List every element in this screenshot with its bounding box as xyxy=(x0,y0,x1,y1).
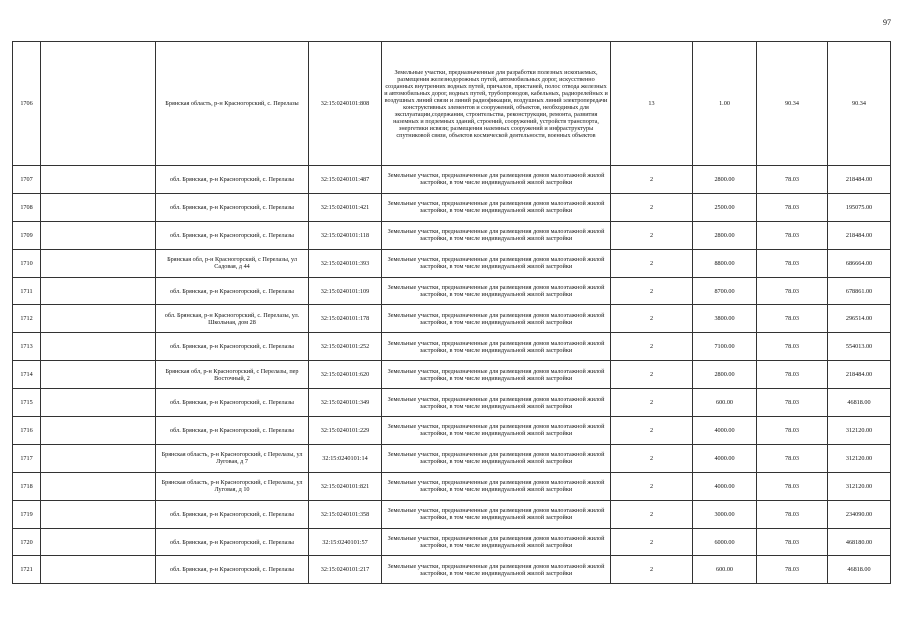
rate-cell: 78.03 xyxy=(757,389,828,417)
table-row xyxy=(13,221,891,249)
address-cell: обл. Брянская, р-н Красногорский, с. Перелазы xyxy=(156,166,309,194)
cadastral-number-cell: 32:15:0240101:358 xyxy=(309,500,382,528)
area-cell: 2800.00 xyxy=(693,361,757,389)
group-number-cell: 13 xyxy=(611,42,693,166)
address-cell: Брянская область, р-н Красногорский, с Перелазы, ул Луговая, д 7 xyxy=(156,444,309,472)
cadastral-number-cell: 32:15:0240101:118 xyxy=(309,221,382,249)
land-use-cell: Земельные участки, предназначенные для размещения домов малоэтажной жилой застройки, в том числе индивидуальной жилой застройки xyxy=(382,305,611,333)
table-row xyxy=(13,444,891,472)
address-cell: обл. Брянская, р-н Красногорский, с. Перелазы, ул. Школьная, дом 28 xyxy=(156,305,309,333)
cadastral-number-cell: 32:15:0240101:487 xyxy=(309,166,382,194)
cadastral-number-cell: 32:15:0240101:821 xyxy=(309,472,382,500)
address-cell: обл. Брянская, р-н Красногорский, с. Перелазы xyxy=(156,277,309,305)
row-number-cell: 1712 xyxy=(13,305,41,333)
area-cell: 3800.00 xyxy=(693,305,757,333)
rate-cell: 78.03 xyxy=(757,556,828,584)
blank-cell xyxy=(41,221,156,249)
cadastral-number-cell: 32:15:0240101:217 xyxy=(309,556,382,584)
row-number-cell: 1715 xyxy=(13,389,41,417)
row-number-cell: 1706 xyxy=(13,42,41,166)
land-registry-table xyxy=(12,41,891,584)
table-row xyxy=(13,333,891,361)
land-use-cell: Земельные участки, предназначенные для размещения домов малоэтажной жилой застройки, в том числе индивидуальной жилой застройки xyxy=(382,193,611,221)
blank-cell xyxy=(41,193,156,221)
address-cell: Брянская обл, р-н Красногорский, с Перелазы, пер Восточный, 2 xyxy=(156,361,309,389)
blank-cell xyxy=(41,472,156,500)
table-row xyxy=(13,500,891,528)
area-cell: 6000.00 xyxy=(693,528,757,556)
table-row xyxy=(13,417,891,445)
table-row xyxy=(13,166,891,194)
cadastral-number-cell: 32:15:0240101:252 xyxy=(309,333,382,361)
area-cell: 7100.00 xyxy=(693,333,757,361)
land-use-cell: Земельные участки, предназначенные для размещения домов малоэтажной жилой застройки, в том числе индивидуальной жилой застройки xyxy=(382,166,611,194)
address-cell: обл. Брянская, р-н Красногорский, с. Перелазы xyxy=(156,556,309,584)
area-cell: 4000.00 xyxy=(693,472,757,500)
cadastral-value-cell: 195075.00 xyxy=(828,193,891,221)
group-number-cell: 2 xyxy=(611,472,693,500)
row-number-cell: 1719 xyxy=(13,500,41,528)
land-use-cell: Земельные участки, предназначенные для размещения домов малоэтажной жилой застройки, в том числе индивидуальной жилой застройки xyxy=(382,472,611,500)
cadastral-number-cell: 32:15:0240101:620 xyxy=(309,361,382,389)
cadastral-value-cell: 554013.00 xyxy=(828,333,891,361)
cadastral-value-cell: 686664.00 xyxy=(828,249,891,277)
rate-cell: 78.03 xyxy=(757,249,828,277)
cadastral-number-cell: 32:15:0240101:393 xyxy=(309,249,382,277)
blank-cell xyxy=(41,333,156,361)
row-number-cell: 1711 xyxy=(13,277,41,305)
rate-cell: 78.03 xyxy=(757,166,828,194)
area-cell: 4000.00 xyxy=(693,417,757,445)
row-number-cell: 1717 xyxy=(13,444,41,472)
cadastral-number-cell: 32:15:0240101:349 xyxy=(309,389,382,417)
row-number-cell: 1713 xyxy=(13,333,41,361)
row-number-cell: 1707 xyxy=(13,166,41,194)
cadastral-number-cell: 32:15:0240101:178 xyxy=(309,305,382,333)
group-number-cell: 2 xyxy=(611,444,693,472)
group-number-cell: 2 xyxy=(611,166,693,194)
rate-cell: 78.03 xyxy=(757,528,828,556)
table-row xyxy=(13,305,891,333)
land-use-cell: Земельные участки, предназначенные для размещения домов малоэтажной жилой застройки, в том числе индивидуальной жилой застройки xyxy=(382,389,611,417)
area-cell: 8700.00 xyxy=(693,277,757,305)
area-cell: 8800.00 xyxy=(693,249,757,277)
cadastral-number-cell: 32:15:0240101:229 xyxy=(309,417,382,445)
address-cell: обл. Брянская, р-н Красногорский, с. Перелазы xyxy=(156,221,309,249)
land-use-cell: Земельные участки, предназначенные для размещения домов малоэтажной жилой застройки, в том числе индивидуальной жилой застройки xyxy=(382,221,611,249)
address-cell: Брянская область, р-н Красногорский, с. Перелазы xyxy=(156,42,309,166)
address-cell: Брянская область, р-н Красногорский, с Перелазы, ул Луговая, д 10 xyxy=(156,472,309,500)
area-cell: 2800.00 xyxy=(693,166,757,194)
table-row xyxy=(13,361,891,389)
area-cell: 600.00 xyxy=(693,556,757,584)
blank-cell xyxy=(41,361,156,389)
cadastral-number-cell: 32:15:0240101:109 xyxy=(309,277,382,305)
cadastral-value-cell: 296514.00 xyxy=(828,305,891,333)
blank-cell xyxy=(41,277,156,305)
blank-cell xyxy=(41,389,156,417)
table-row xyxy=(13,389,891,417)
cadastral-value-cell: 234090.00 xyxy=(828,500,891,528)
land-use-cell: Земельные участки, предназначенные для размещения домов малоэтажной жилой застройки, в том числе индивидуальной жилой застройки xyxy=(382,249,611,277)
row-number-cell: 1716 xyxy=(13,417,41,445)
address-cell: Брянская обл, р-н Красногорский, с Перелазы, ул Садовая, д 44 xyxy=(156,249,309,277)
land-use-cell: Земельные участки, предназначенные для разработки полезных ископаемых, размещения железнодорожных путей, автомобильных дорог, искусственно созданных внутренних водных путей, причалов, пристаней, полос отвода железных и автомобильных дорог, водных путей, трубопроводов, кабельных, радиорелейных и воздушных линий связи и линий радиофикации, воздушных линий электропередачи конструктивных элементов и сооружений, объектов, необходимых для эксплуатации,содержания, строительства, реконструкции, ремонта, развития наземных и подземных зданий, строений, сооружений, устройств транспорта, энергетики исвязи; размещения наземных сооружений и инфраструктуры спутниковой связи, объектов космической деятельности, военных объектов xyxy=(382,42,611,166)
table-row xyxy=(13,193,891,221)
address-cell: обл. Брянская, р-н Красногорский, с. Перелазы xyxy=(156,500,309,528)
address-cell: обл. Брянская, р-н Красногорский, с. Перелазы xyxy=(156,333,309,361)
land-use-cell: Земельные участки, предназначенные для размещения домов малоэтажной жилой застройки, в том числе индивидуальной жилой застройки xyxy=(382,528,611,556)
land-use-cell: Земельные участки, предназначенные для размещения домов малоэтажной жилой застройки, в том числе индивидуальной жилой застройки xyxy=(382,444,611,472)
rate-cell: 78.03 xyxy=(757,333,828,361)
row-number-cell: 1718 xyxy=(13,472,41,500)
table-row xyxy=(13,528,891,556)
address-cell: обл. Брянская, р-н Красногорский, с. Перелазы xyxy=(156,389,309,417)
blank-cell xyxy=(41,417,156,445)
rate-cell: 78.03 xyxy=(757,500,828,528)
group-number-cell: 2 xyxy=(611,528,693,556)
rate-cell: 78.03 xyxy=(757,221,828,249)
blank-cell xyxy=(41,305,156,333)
table-row xyxy=(13,42,891,166)
cadastral-number-cell: 32:15:0240101:57 xyxy=(309,528,382,556)
page-number: 97 xyxy=(883,18,891,27)
area-cell: 2800.00 xyxy=(693,221,757,249)
blank-cell xyxy=(41,500,156,528)
table-row xyxy=(13,249,891,277)
rate-cell: 78.03 xyxy=(757,444,828,472)
row-number-cell: 1710 xyxy=(13,249,41,277)
cadastral-value-cell: 218484.00 xyxy=(828,221,891,249)
cadastral-value-cell: 312120.00 xyxy=(828,444,891,472)
rate-cell: 78.03 xyxy=(757,472,828,500)
cadastral-value-cell: 312120.00 xyxy=(828,417,891,445)
cadastral-value-cell: 46818.00 xyxy=(828,389,891,417)
group-number-cell: 2 xyxy=(611,361,693,389)
group-number-cell: 2 xyxy=(611,193,693,221)
cadastral-value-cell: 678861.00 xyxy=(828,277,891,305)
land-use-cell: Земельные участки, предназначенные для размещения домов малоэтажной жилой застройки, в том числе индивидуальной жилой застройки xyxy=(382,556,611,584)
land-use-cell: Земельные участки, предназначенные для размещения домов малоэтажной жилой застройки, в том числе индивидуальной жилой застройки xyxy=(382,417,611,445)
group-number-cell: 2 xyxy=(611,333,693,361)
blank-cell xyxy=(41,42,156,166)
area-cell: 1.00 xyxy=(693,42,757,166)
group-number-cell: 2 xyxy=(611,556,693,584)
cadastral-value-cell: 46818.00 xyxy=(828,556,891,584)
cadastral-value-cell: 90.34 xyxy=(828,42,891,166)
rate-cell: 78.03 xyxy=(757,193,828,221)
rate-cell: 78.03 xyxy=(757,361,828,389)
land-use-cell: Земельные участки, предназначенные для размещения домов малоэтажной жилой застройки, в том числе индивидуальной жилой застройки xyxy=(382,500,611,528)
blank-cell xyxy=(41,556,156,584)
row-number-cell: 1708 xyxy=(13,193,41,221)
cadastral-value-cell: 218484.00 xyxy=(828,166,891,194)
cadastral-value-cell: 312120.00 xyxy=(828,472,891,500)
group-number-cell: 2 xyxy=(611,249,693,277)
blank-cell xyxy=(41,249,156,277)
cadastral-number-cell: 32:15:0240101:14 xyxy=(309,444,382,472)
area-cell: 600.00 xyxy=(693,389,757,417)
rate-cell: 78.03 xyxy=(757,277,828,305)
area-cell: 4000.00 xyxy=(693,444,757,472)
blank-cell xyxy=(41,444,156,472)
row-number-cell: 1720 xyxy=(13,528,41,556)
group-number-cell: 2 xyxy=(611,221,693,249)
area-cell: 3000.00 xyxy=(693,500,757,528)
rate-cell: 90.34 xyxy=(757,42,828,166)
row-number-cell: 1709 xyxy=(13,221,41,249)
group-number-cell: 2 xyxy=(611,389,693,417)
table-row xyxy=(13,472,891,500)
cadastral-value-cell: 468180.00 xyxy=(828,528,891,556)
blank-cell xyxy=(41,166,156,194)
rate-cell: 78.03 xyxy=(757,417,828,445)
group-number-cell: 2 xyxy=(611,417,693,445)
cadastral-number-cell: 32:15:0240101:808 xyxy=(309,42,382,166)
group-number-cell: 2 xyxy=(611,500,693,528)
area-cell: 2500.00 xyxy=(693,193,757,221)
address-cell: обл. Брянская, р-н Красногорский, с. Перелазы xyxy=(156,528,309,556)
row-number-cell: 1714 xyxy=(13,361,41,389)
land-use-cell: Земельные участки, предназначенные для размещения домов малоэтажной жилой застройки, в том числе индивидуальной жилой застройки xyxy=(382,277,611,305)
cadastral-value-cell: 218484.00 xyxy=(828,361,891,389)
blank-cell xyxy=(41,528,156,556)
land-use-cell: Земельные участки, предназначенные для размещения домов малоэтажной жилой застройки, в том числе индивидуальной жилой застройки xyxy=(382,361,611,389)
land-use-cell: Земельные участки, предназначенные для размещения домов малоэтажной жилой застройки, в том числе индивидуальной жилой застройки xyxy=(382,333,611,361)
group-number-cell: 2 xyxy=(611,277,693,305)
table-row xyxy=(13,277,891,305)
address-cell: обл. Брянская, р-н Красногорский, с. Перелазы xyxy=(156,417,309,445)
table-row xyxy=(13,556,891,584)
row-number-cell: 1721 xyxy=(13,556,41,584)
rate-cell: 78.03 xyxy=(757,305,828,333)
address-cell: обл. Брянская, р-н Красногорский, с. Перелазы xyxy=(156,193,309,221)
group-number-cell: 2 xyxy=(611,305,693,333)
cadastral-number-cell: 32:15:0240101:421 xyxy=(309,193,382,221)
